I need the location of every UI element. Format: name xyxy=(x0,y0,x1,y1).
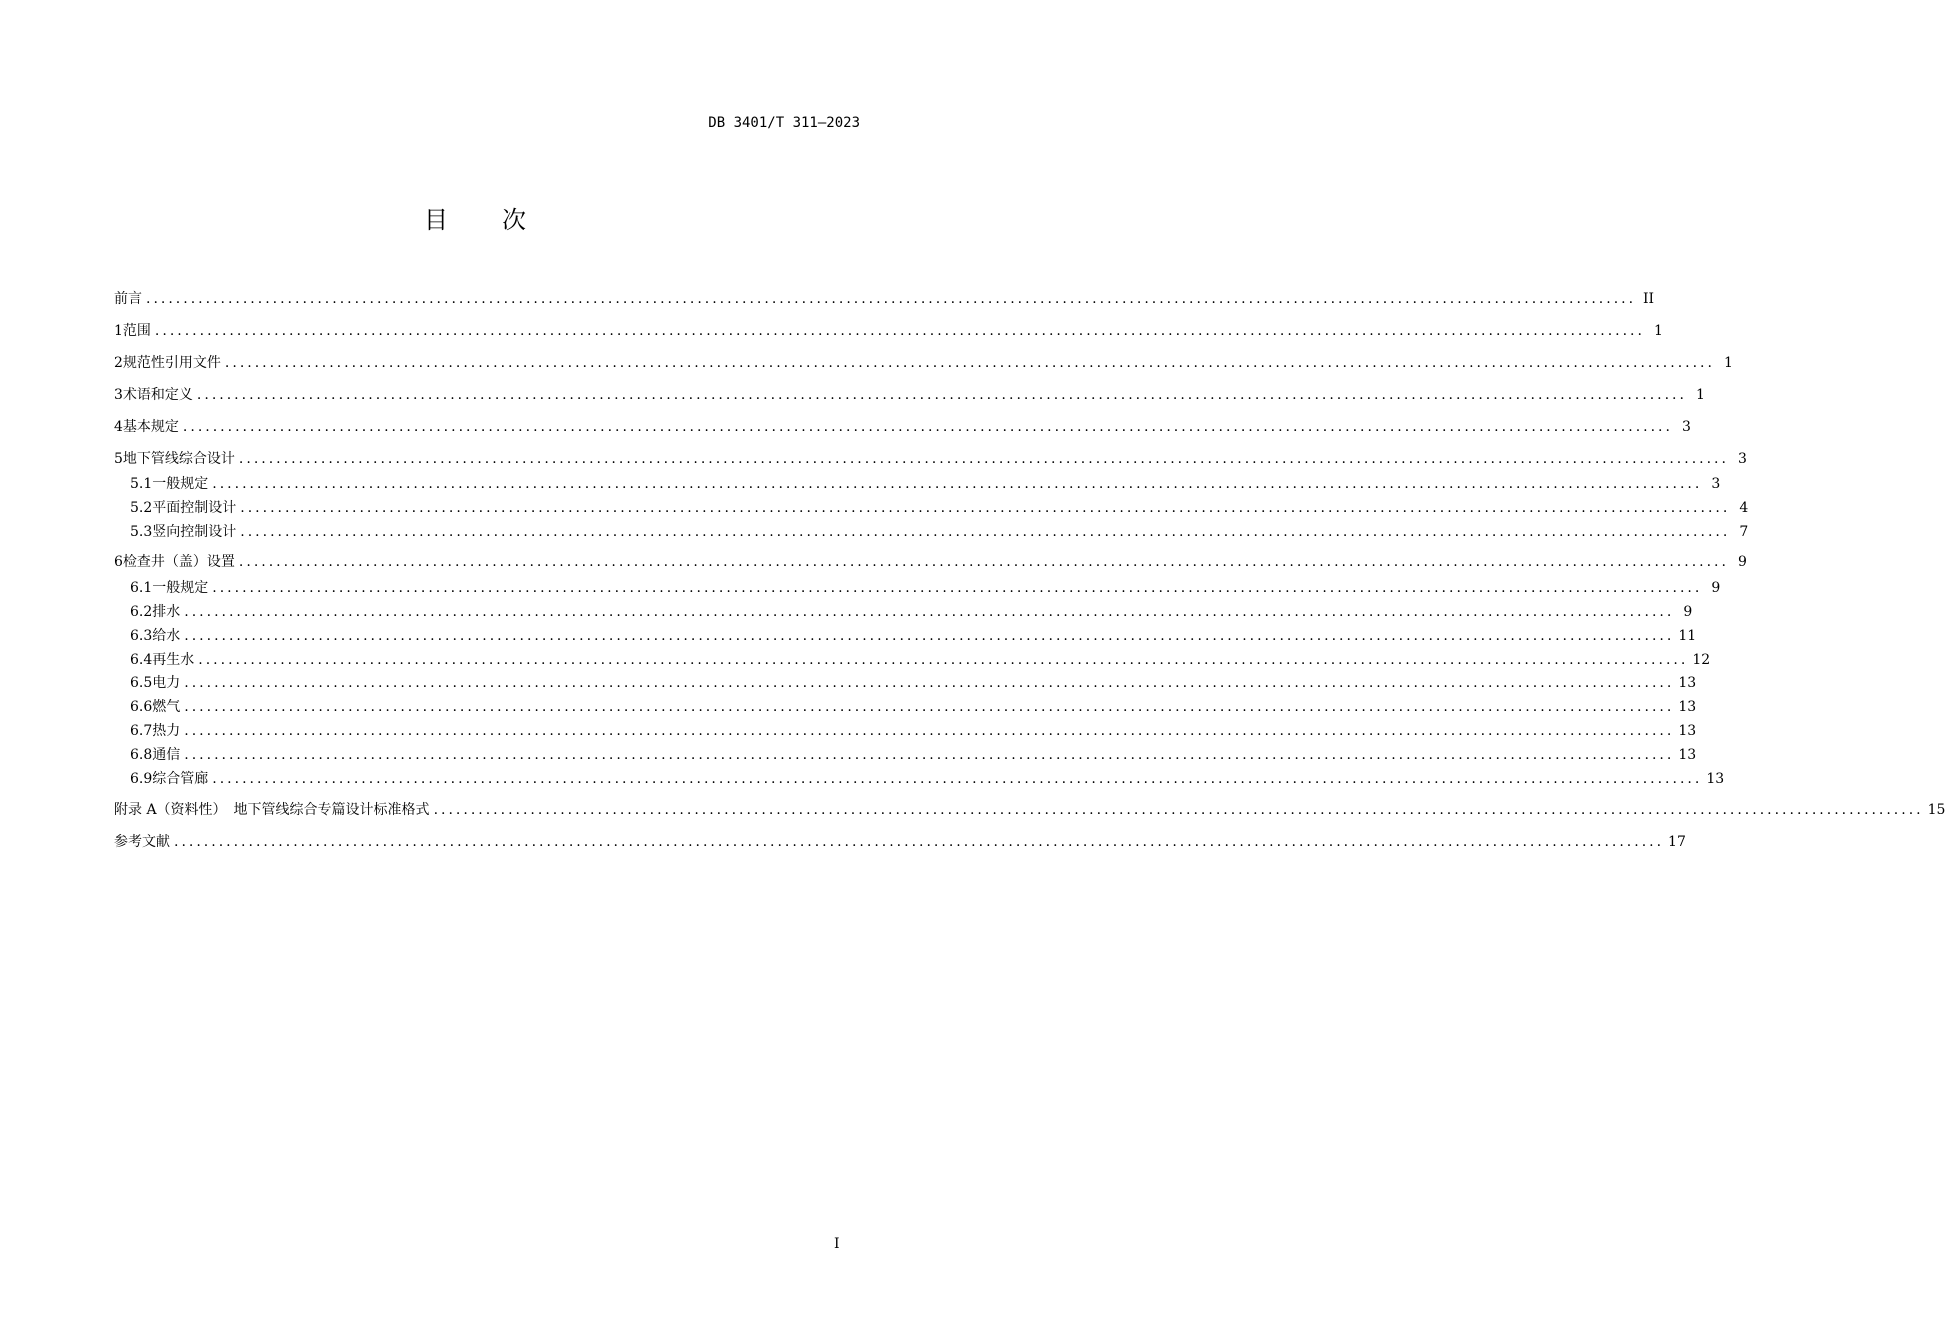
toc-entry[interactable] xyxy=(114,552,1747,572)
toc-entry-number: 6.8 xyxy=(130,747,153,763)
toc-entry-page: 11 xyxy=(1678,628,1697,644)
toc-entry-label: 平面控制设计 xyxy=(152,500,237,516)
toc-entry-label: 通信 xyxy=(152,747,181,763)
toc-entry-label: 一般规定 xyxy=(152,580,209,596)
toc-entry-label: 排水 xyxy=(152,604,181,620)
toc-leader-dots: ........................................................................................................................................................................................................ xyxy=(212,580,1703,596)
toc-leader-dots: ........................................................................................................................................................................................................ xyxy=(184,604,1675,620)
toc-entry-page: 9 xyxy=(1738,554,1747,570)
toc-entry-page: 13 xyxy=(1678,747,1697,763)
toc-entry-number: 5 xyxy=(114,451,123,467)
toc-entry-number: 6.1 xyxy=(130,580,153,596)
toc-title xyxy=(0,200,950,235)
toc-entry[interactable] xyxy=(114,289,1655,309)
toc-entry-page: 3 xyxy=(1682,419,1691,435)
toc-entry-page: 13 xyxy=(1678,675,1697,691)
toc-leader-dots: ........................................................................................................................................................................................................ xyxy=(212,771,1703,787)
toc-entry-number: 1 xyxy=(114,323,123,339)
toc-entry-page: 17 xyxy=(1668,834,1686,850)
toc-entry[interactable] xyxy=(114,745,1697,765)
toc-entry[interactable] xyxy=(114,602,1693,622)
toc-entry[interactable] xyxy=(114,498,1749,518)
toc-entry[interactable] xyxy=(114,522,1749,542)
toc-entry-label: 范围 xyxy=(122,323,151,339)
toc-entry[interactable] xyxy=(114,650,1711,670)
toc-entry-page: 9 xyxy=(1683,604,1693,620)
toc-entry[interactable] xyxy=(114,385,1705,405)
toc-entry-number: 5.3 xyxy=(130,524,153,540)
toc-leader-dots: ........................................................................................................................................................................................................ xyxy=(240,500,1731,516)
toc-leader-dots: ........................................................................................................................................................................................................ xyxy=(198,652,1689,668)
toc-entry-label: 燃气 xyxy=(152,699,181,715)
toc-entry-number: 5.2 xyxy=(130,500,153,516)
toc-leader-dots: ........................................................................................................................................................................................................ xyxy=(184,628,1675,644)
toc-entry-label: 术语和定义 xyxy=(122,387,193,403)
toc-entry-label: 前言 xyxy=(114,291,142,307)
toc-entry-label: 电力 xyxy=(152,675,181,691)
toc-entry-page: 13 xyxy=(1678,723,1697,739)
toc-entry-label: 基本规定 xyxy=(122,419,179,435)
toc-entry[interactable] xyxy=(114,721,1697,741)
toc-entry[interactable] xyxy=(114,321,1663,341)
toc-entry-page: 7 xyxy=(1739,524,1749,540)
toc-entry-label: 热力 xyxy=(152,723,181,739)
toc-leader-dots: ........................................................................................................................................................................................................ xyxy=(184,723,1675,739)
toc-entry-label: 综合管廊 xyxy=(152,771,209,787)
toc-entry-page: II xyxy=(1642,291,1655,307)
toc-leader-dots: ........................................................................................................................................................................................................ xyxy=(224,355,1715,371)
toc-entry-number: 6.5 xyxy=(130,675,153,691)
toc-entry-page: 3 xyxy=(1711,476,1721,492)
toc-entry[interactable] xyxy=(114,578,1721,598)
toc-entry-label: 一般规定 xyxy=(152,476,209,492)
toc-entry-page: 13 xyxy=(1678,699,1697,715)
toc-leader-dots: ........................................................................................................................................................................................................ xyxy=(238,554,1729,570)
toc-leader-dots: ........................................................................................................................................................................................................ xyxy=(196,387,1687,403)
page-number: I xyxy=(834,1236,840,1252)
toc-entry-label: 再生水 xyxy=(152,652,195,668)
toc-entry-label: 地下管线综合设计 xyxy=(122,451,235,467)
toc-entry-page: 12 xyxy=(1692,652,1711,668)
toc-entry[interactable] xyxy=(114,769,1725,789)
toc-entry-page: 13 xyxy=(1706,771,1725,787)
toc-leader-dots: ........................................................................................................................................................................................................ xyxy=(238,451,1729,467)
toc-leader-dots: ........................................................................................................................................................................................................ xyxy=(212,476,1703,492)
toc-entry-label: 竖向控制设计 xyxy=(152,524,237,540)
toc-entry-number: 3 xyxy=(114,387,123,403)
toc-leader-dots: ........................................................................................................................................................................................................ xyxy=(154,323,1645,339)
toc-entry-number: 4 xyxy=(114,419,123,435)
toc-entry-label: 参考文献 xyxy=(114,834,170,850)
toc-leader-dots: ........................................................................................................................................................................................................ xyxy=(240,524,1731,540)
toc-title-char: 目 xyxy=(424,206,448,234)
toc-entry[interactable] xyxy=(114,474,1721,494)
toc-entry[interactable] xyxy=(114,697,1697,717)
document-code: DB 3401/T 311—2023 xyxy=(708,115,860,131)
toc-leader-dots: ........................................................................................................................................................................................................ xyxy=(184,747,1675,763)
toc-entry-number: 6.7 xyxy=(130,723,153,739)
toc-entry[interactable] xyxy=(114,800,1945,820)
toc-entry-page: 1 xyxy=(1654,323,1663,339)
toc-entry[interactable] xyxy=(114,673,1697,693)
toc-entry-page: 4 xyxy=(1739,500,1749,516)
toc-entry-page: 1 xyxy=(1696,387,1705,403)
toc-leader-dots: ........................................................................................................................................................................................................ xyxy=(433,802,1924,818)
toc-entry-number: 6.3 xyxy=(130,628,153,644)
toc-leader-dots: ........................................................................................................................................................................................................ xyxy=(184,699,1675,715)
toc-entry-number: 6.6 xyxy=(130,699,153,715)
toc-entry-page: 9 xyxy=(1711,580,1721,596)
toc-entry-number: 6.2 xyxy=(130,604,153,620)
toc-leader-dots: ........................................................................................................................................................................................................ xyxy=(146,291,1637,307)
toc-entry-label: 给水 xyxy=(152,628,181,644)
toc-entry[interactable] xyxy=(114,449,1747,469)
toc-entry-number: 5.1 xyxy=(130,476,153,492)
toc-entry-number: 2 xyxy=(114,355,123,371)
toc-entry-page: 1 xyxy=(1724,355,1733,371)
toc-entry-page: 15 xyxy=(1927,802,1945,818)
toc-leader-dots: ........................................................................................................................................................................................................ xyxy=(174,834,1665,850)
toc-entry-label: 规范性引用文件 xyxy=(122,355,221,371)
toc-entry-number: 6.9 xyxy=(130,771,153,787)
toc-entry-label: 检查井（盖）设置 xyxy=(122,554,235,570)
toc-entry-number: 6 xyxy=(114,554,123,570)
toc-entry-label: 附录 A（资料性） 地下管线综合专篇设计标准格式 xyxy=(114,802,430,818)
toc-title-char: 次 xyxy=(502,206,526,234)
toc-entry[interactable] xyxy=(114,353,1733,373)
toc-leader-dots: ........................................................................................................................................................................................................ xyxy=(182,419,1673,435)
toc-entry[interactable] xyxy=(114,832,1686,852)
toc-leader-dots: ........................................................................................................................................................................................................ xyxy=(184,675,1675,691)
toc-entry-page: 3 xyxy=(1738,451,1747,467)
toc-entry-number: 6.4 xyxy=(130,652,153,668)
toc-entry[interactable] xyxy=(114,417,1691,437)
toc-entry[interactable] xyxy=(114,626,1697,646)
